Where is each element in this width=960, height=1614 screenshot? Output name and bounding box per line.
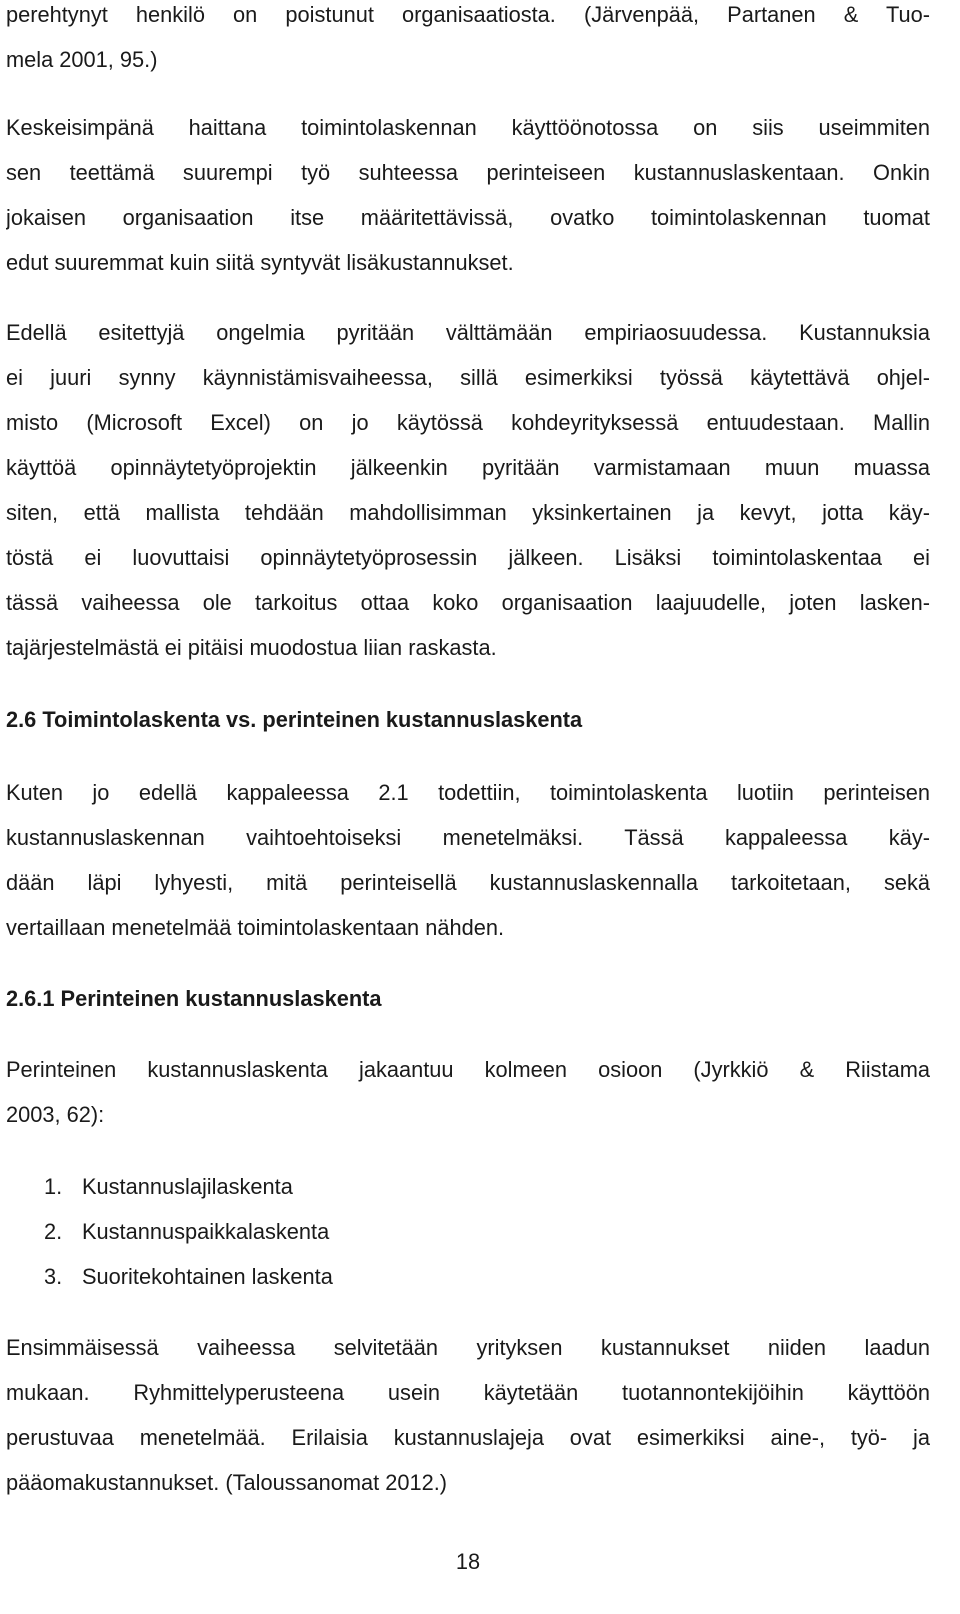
paragraph-line: sen teettämä suurempi työ suhteessa perinteiseen kustannuslaskentaan. Onkin xyxy=(6,160,930,185)
paragraph-line: misto (Microsoft Excel) on jo käytössä kohdeyrityksessä entuudestaan. Mallin xyxy=(6,410,930,435)
paragraph-line: perehtynyt henkilö on poistunut organisaatiosta. (Järvenpää, Partanen & Tuo- xyxy=(6,2,930,27)
paragraph-2 xyxy=(6,105,930,285)
list-item-text: Kustannuspaikkalaskenta xyxy=(82,1219,330,1244)
paragraph-line: 2003, 62): xyxy=(6,1102,105,1127)
section-heading: 2.6 Toimintolaskenta vs. perinteinen kustannuslaskenta xyxy=(6,707,583,732)
paragraph-line: kustannuslaskennan vaihtoehtoiseksi menetelmäksi. Tässä kappaleessa käy- xyxy=(6,825,930,850)
paragraph-1 xyxy=(6,0,930,82)
paragraph-line: töstä ei luovuttaisi opinnäytetyöprosessin jälkeen. Lisäksi toimintolaskentaa ei xyxy=(6,545,930,570)
paragraph-line: vertaillaan menetelmää toimintolaskentaan nähden. xyxy=(6,915,505,940)
list-item xyxy=(44,1164,333,1209)
paragraph-5 xyxy=(6,1047,930,1137)
paragraph-line: perustuvaa menetelmää. Erilaisia kustannuslajeja ovat esimerkiksi aine-, työ- ja xyxy=(6,1425,930,1450)
list-item-number: 1. xyxy=(44,1174,63,1199)
paragraph-line: Edellä esitettyjä ongelmia pyritään välttämään empiriaosuudessa. Kustannuksia xyxy=(6,320,930,345)
paragraph-line: käyttöä opinnäytetyöprojektin jälkeenkin pyritään varmistamaan muun muassa xyxy=(6,455,930,480)
paragraph-line: Kuten jo edellä kappaleessa 2.1 todettiin, toimintolaskenta luotiin perinteisen xyxy=(6,780,930,805)
list-item xyxy=(44,1209,333,1254)
paragraph-line: tässä vaiheessa ole tarkoitus ottaa koko organisaation laajuudelle, joten lasken- xyxy=(6,590,930,615)
page-number: 18 xyxy=(455,1549,481,1574)
paragraph-line: mukaan. Ryhmittelyperusteena usein käytetään tuotannontekijöihin käyttöön xyxy=(6,1380,930,1405)
paragraph-line: jokaisen organisaation itse määritettävissä, ovatko toimintolaskennan tuomat xyxy=(6,205,930,230)
list-item xyxy=(44,1254,333,1299)
paragraph-line: tajärjestelmästä ei pitäisi muodostua liian raskasta. xyxy=(6,635,497,660)
list-item-text: Kustannuslajilaskenta xyxy=(82,1174,293,1199)
list-item-text: Suoritekohtainen laskenta xyxy=(82,1264,333,1289)
paragraph-3 xyxy=(6,310,930,670)
paragraph-line: mela 2001, 95.) xyxy=(6,47,158,72)
paragraph-line: siten, että mallista tehdään mahdollisimman yksinkertainen ja kevyt, jotta käy- xyxy=(6,500,930,525)
list-item-number: 3. xyxy=(44,1264,63,1289)
paragraph-line: Perinteinen kustannuslaskenta jakaantuu kolmeen osioon (Jyrkkiö & Riistama xyxy=(6,1057,930,1082)
numbered-list xyxy=(44,1164,333,1299)
paragraph-line: Ensimmäisessä vaiheessa selvitetään yrityksen kustannukset niiden laadun xyxy=(6,1335,930,1360)
paragraph-line: ei juuri synny käynnistämisvaiheessa, sillä esimerkiksi työssä käytettävä ohjel- xyxy=(6,365,930,390)
paragraph-line: edut suuremmat kuin siitä syntyvät lisäkustannukset. xyxy=(6,250,514,275)
paragraph-6 xyxy=(6,1325,930,1505)
paragraph-line: pääomakustannukset. (Taloussanomat 2012.) xyxy=(6,1470,448,1495)
paragraph-line: dään läpi lyhyesti, mitä perinteisellä kustannuslaskennalla tarkoitetaan, sekä xyxy=(6,870,930,895)
list-item-number: 2. xyxy=(44,1219,63,1244)
paragraph-line: Keskeisimpänä haittana toimintolaskennan käyttöönotossa on siis useimmiten xyxy=(6,115,930,140)
paragraph-4 xyxy=(6,770,930,950)
subsection-heading: 2.6.1 Perinteinen kustannuslaskenta xyxy=(6,986,382,1011)
